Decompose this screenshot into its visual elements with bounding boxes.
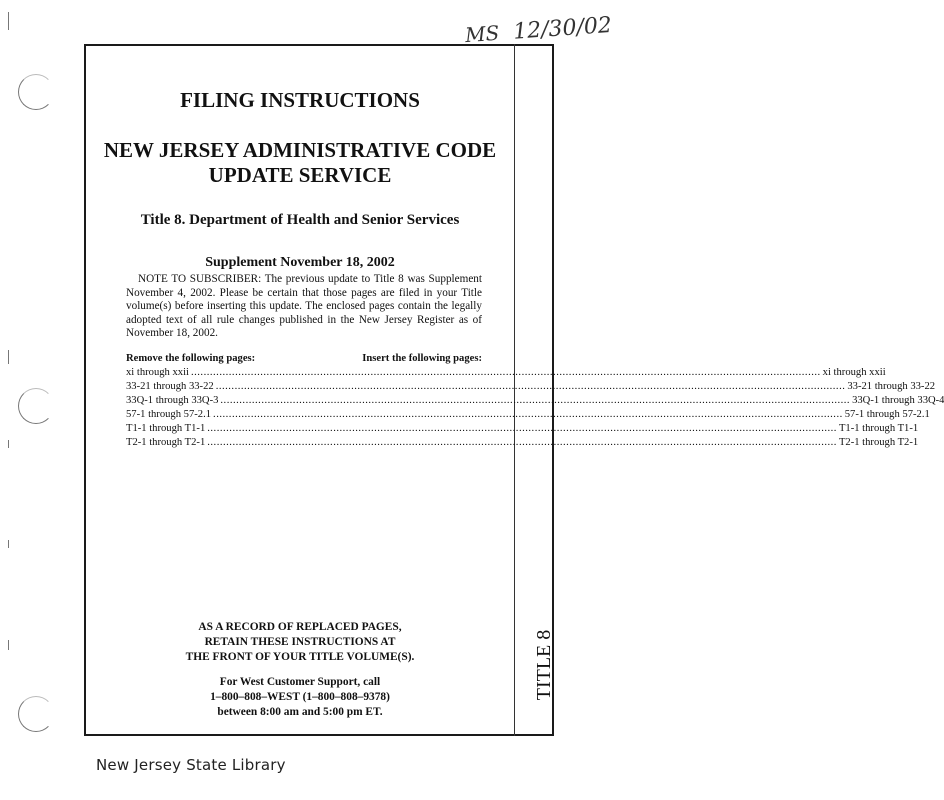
dot-leader: ........................................................................................................................................................................................................	[207, 437, 837, 448]
code-heading	[90, 138, 510, 188]
table-row	[126, 367, 886, 381]
remove-pages-cell: 57-1 through 57-2.1	[126, 409, 212, 420]
dot-leader: ........................................................................................................................................................................................................	[207, 423, 837, 434]
side-tab-label: TITLE 8	[532, 629, 555, 701]
pages-table	[126, 353, 944, 451]
insert-pages-cell: T2-1 through T2-1	[838, 437, 919, 448]
support-line: For West Customer Support, call	[219, 676, 381, 688]
scan-mark	[8, 640, 9, 650]
remove-header: Remove the following pages:	[126, 353, 256, 364]
handwritten-date: 12/30/02	[512, 12, 613, 45]
subscriber-note: NOTE TO SUBSCRIBER: The previous update to Title 8 was Supplement November 4, 2002. Please be certain that those pages are filed in your Title volume(s) before inserting this update. The enclosed pages contain the legally adopted text of all rule changes published in the New Jersey Register as of November 18, 2002.	[126, 273, 482, 339]
insert-header: Insert the following pages:	[362, 353, 482, 364]
page-title: FILING INSTRUCTIONS	[180, 88, 420, 112]
support-hours: between 8:00 am and 5:00 pm ET.	[217, 706, 383, 718]
insert-pages-cell: 57-1 through 57-2.1	[844, 409, 930, 420]
record-notice-line: AS A RECORD OF REPLACED PAGES,	[198, 621, 402, 633]
table-row	[126, 381, 936, 395]
punch-hole	[18, 388, 54, 424]
record-notice-line: THE FRONT OF YOUR TITLE VOLUME(S).	[185, 651, 415, 663]
table-row	[126, 423, 919, 437]
dot-leader: ........................................................................................................................................................................................................	[215, 381, 846, 392]
table-row	[126, 437, 919, 451]
pages-table-header	[126, 353, 482, 367]
scan-mark	[8, 440, 9, 448]
insert-pages-cell: T1-1 through T1-1	[838, 423, 919, 434]
pages-table-rows	[126, 367, 944, 451]
dot-leader: ........................................................................................................................................................................................................	[220, 395, 851, 406]
customer-support	[150, 675, 450, 720]
code-heading-line: NEW JERSEY ADMINISTRATIVE CODE	[103, 138, 497, 162]
remove-pages-cell: 33Q-1 through 33Q-3	[126, 395, 219, 406]
insert-pages-cell: 33Q-1 through 33Q-4	[852, 395, 944, 406]
table-row	[126, 409, 930, 423]
table-row	[126, 395, 944, 409]
scan-mark	[8, 350, 9, 364]
remove-pages-cell: T1-1 through T1-1	[126, 423, 206, 434]
support-phone: 1–800–808–WEST (1–800–808–9378)	[210, 691, 390, 703]
insert-pages-cell: xi through xxii	[822, 367, 886, 378]
record-notice-line: RETAIN THESE INSTRUCTIONS AT	[204, 636, 396, 648]
scan-mark	[8, 12, 9, 30]
supplement-heading: Supplement November 18, 2002	[205, 255, 395, 270]
scan-mark	[8, 540, 9, 548]
dot-leader: ........................................................................................................................................................................................................	[190, 367, 821, 378]
record-notice	[150, 620, 450, 665]
insert-pages-cell: 33-21 through 33-22	[847, 381, 936, 392]
remove-pages-cell: xi through xxii	[126, 367, 189, 378]
handwritten-initials: MS	[464, 20, 501, 48]
handwritten-annotation	[464, 13, 612, 48]
remove-pages-cell: T2-1 through T2-1	[126, 437, 206, 448]
title-subheading: Title 8. Department of Health and Senior Services	[140, 212, 460, 228]
library-stamp: New Jersey State Library	[96, 756, 286, 774]
punch-hole	[18, 74, 54, 110]
punch-hole	[18, 696, 54, 732]
code-heading-line: UPDATE SERVICE	[208, 163, 392, 187]
remove-pages-cell: 33-21 through 33-22	[126, 381, 214, 392]
dot-leader: ........................................................................................................................................................................................................	[213, 409, 843, 420]
